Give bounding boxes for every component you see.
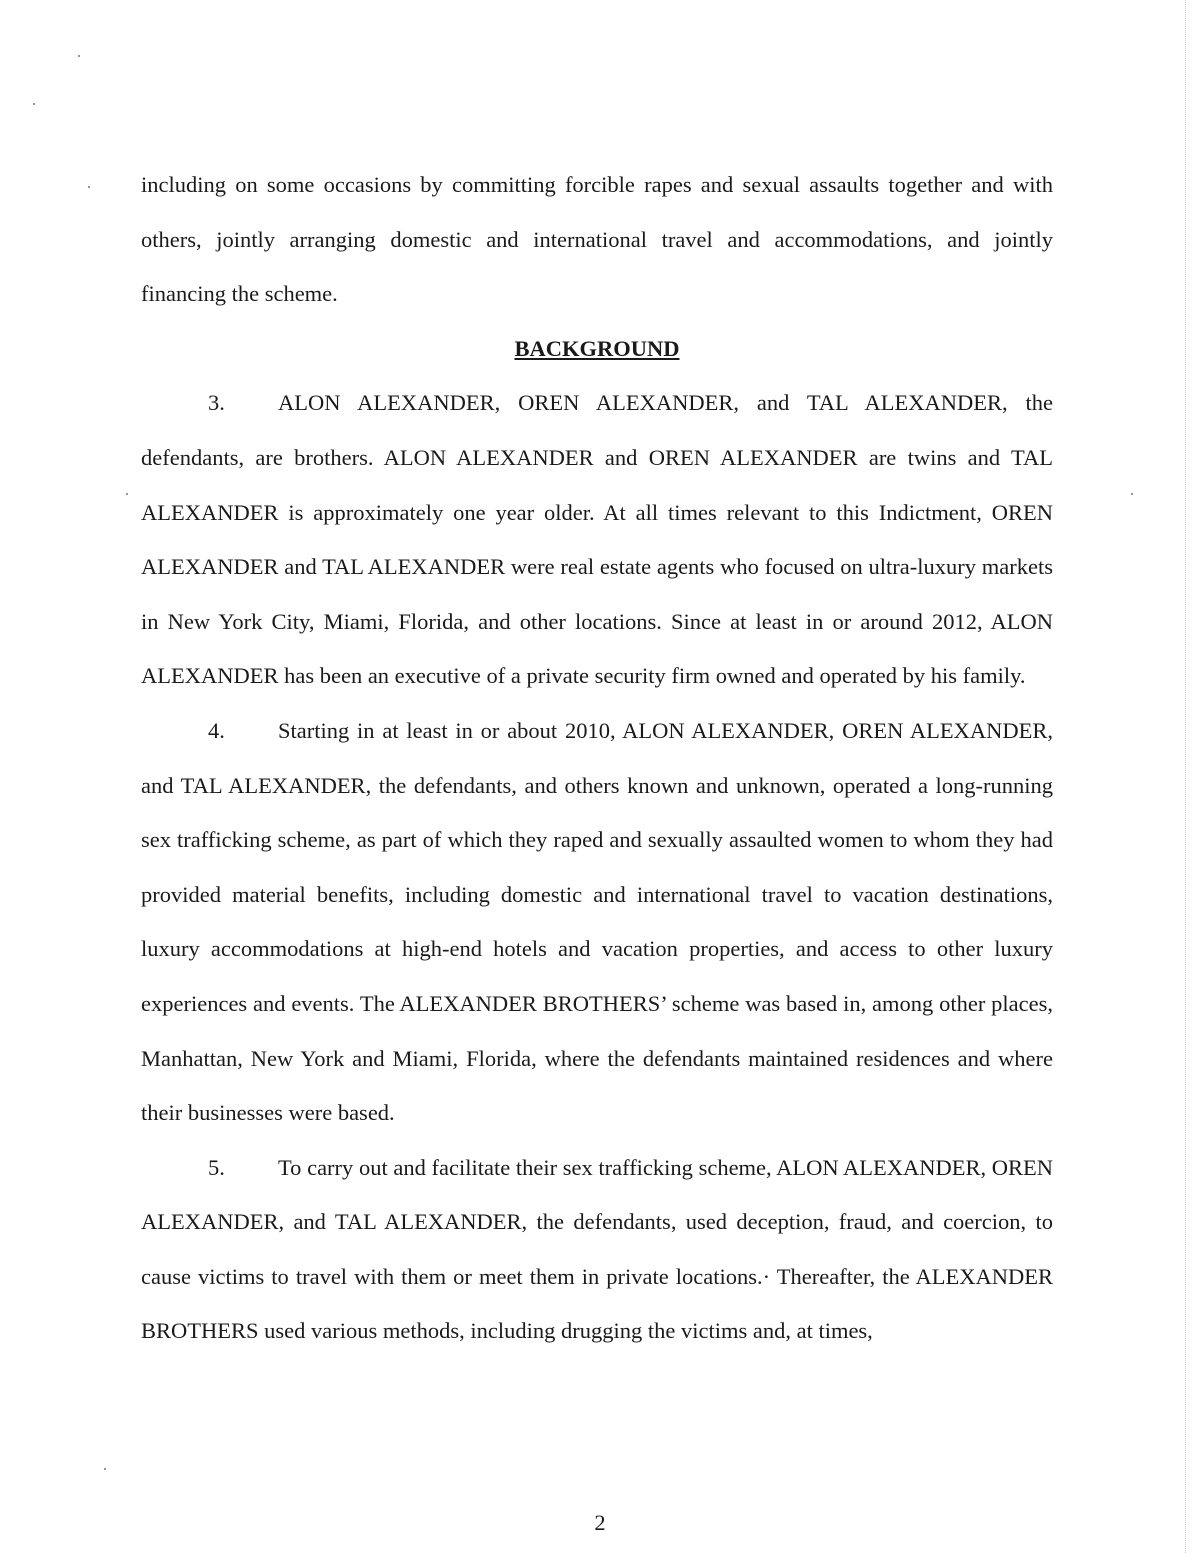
paragraph-5-number: 5. [208, 1154, 225, 1180]
paragraph-3 [141, 376, 1053, 704]
paragraph-5 [141, 1141, 1053, 1359]
paragraph-4-text: Starting in at least in or about 2010, ALON ALEXANDER, OREN ALEXANDER, and TAL ALEXANDER, the defendants, and others known and unknown, operated a long-running sex trafficking scheme, as part of which they raped and sexually assaulted women to whom they had provided material benefits, including domestic and international travel to vacation destinations, luxury accommodations at high-end hotels and vacation properties, and access to other luxury experiences and events. The ALEXANDER BROTHERS’ scheme was based in, among other places, Manhattan, New York and Miami, Florida, where the defendants maintained residences and where their businesses were based. [141, 717, 1053, 1126]
paragraph-3-text: ALON ALEXANDER, OREN ALEXANDER, and TAL ALEXANDER, the defendants, are brothers. ALON ALEXANDER and OREN ALEXANDER are twins and TAL ALEXANDER is approximately one year older. At all times relevant to this Indictment, OREN ALEXANDER and TAL ALEXANDER were real estate agents who focused on ultra-luxury markets in New York City, Miami, Florida, and other locations. Since at least in or around 2012, ALON ALEXANDER has been an executive of a private security firm owned and operated by his family. [141, 390, 1053, 689]
paragraph-4-number: 4. [208, 717, 225, 743]
paragraph-4 [141, 704, 1053, 1141]
scan-speck [88, 186, 90, 188]
scan-speck [126, 493, 128, 495]
scan-speck [1131, 493, 1133, 495]
page-number: 2 [594, 1510, 606, 1535]
paragraph-3-number: 3. [208, 390, 225, 416]
scan-speck [104, 1468, 106, 1470]
paragraph-continuation: including on some occasions by committing forcible rapes and sexual assaults together and with others, jointly arranging domestic and international travel and accommodations, and jointly financing the scheme. [141, 172, 1053, 307]
paragraph-5-text: To carry out and facilitate their sex trafficking scheme, ALON ALEXANDER, OREN ALEXANDER, and TAL ALEXANDER, the defendants, used deception, fraud, and coercion, to cause victims to travel with them or meet them in private locations.· Thereafter, the ALEXANDER BROTHERS used various methods, including drugging the victims and, at times, [141, 1154, 1053, 1344]
scan-edge-marks [1185, 0, 1200, 1553]
scan-speck [78, 55, 80, 57]
section-heading-background: BACKGROUND [514, 335, 680, 361]
document-body [141, 158, 1053, 1359]
scan-speck [33, 103, 35, 105]
